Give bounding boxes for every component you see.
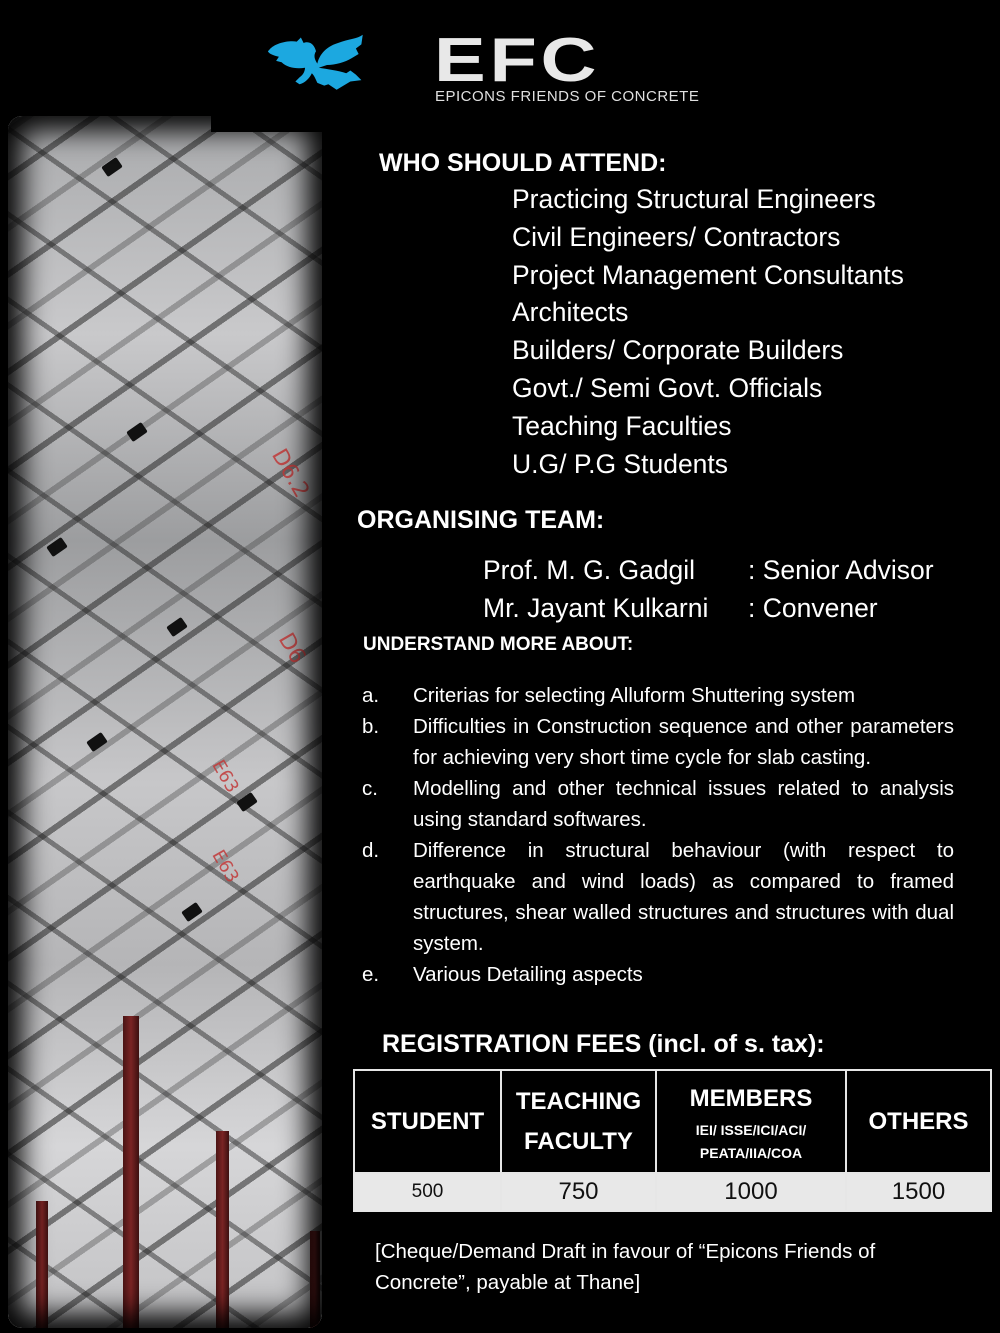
logo-tagline: EPICONS FRIENDS OF CONCRETE — [435, 88, 700, 105]
column-label: TEACHING — [515, 1087, 642, 1115]
organising-team-list — [483, 552, 934, 627]
column-label: FACULTY — [524, 1127, 633, 1155]
fees-value-row — [354, 1173, 991, 1211]
topic-item — [362, 959, 954, 990]
attendee-item: Teaching Faculties — [512, 410, 732, 441]
team-member-role: : Convener — [748, 592, 878, 623]
column-header-others — [846, 1070, 991, 1173]
topic-text: Various Detailing aspects — [413, 963, 643, 986]
understand-more-heading: UNDERSTAND MORE ABOUT: — [363, 634, 634, 655]
logo-header — [211, 0, 867, 132]
topic-item — [362, 835, 954, 959]
topic-item — [362, 711, 954, 773]
photo-vignette — [8, 116, 322, 1328]
team-member — [483, 552, 934, 590]
team-member — [483, 590, 934, 628]
column-sublabel: PEATA/IIA/COA — [699, 1144, 803, 1161]
topic-text: Modelling and other technical issues related to analysis using standard softwares. — [413, 777, 954, 831]
attendee-item: Architects — [512, 297, 629, 328]
photo-marking: E63 — [207, 756, 243, 797]
topic-item — [362, 680, 954, 711]
topic-text: Criterias for selecting Alluform Shuttering system — [413, 684, 856, 707]
topics-list — [362, 680, 954, 990]
attendee-list — [512, 181, 904, 483]
who-should-attend-heading: WHO SHOULD ATTEND: — [379, 149, 667, 177]
column-header-teaching-faculty — [501, 1070, 656, 1173]
fee-student: 500 — [354, 1173, 501, 1211]
topic-text: Difficulties in Construction sequence and other parameters for achieving very short time cycle for slab casting. — [413, 715, 954, 769]
column-label: STUDENT — [370, 1107, 485, 1135]
formwork-photo — [8, 116, 322, 1328]
column-label: OTHERS — [868, 1107, 969, 1135]
attendee-item: Practicing Structural Engineers — [512, 184, 876, 214]
topic-text: Difference in structural behaviour (with respect to earthquake and wind loads) as compared to framed structures, shear walled structures and structures with dual system. — [413, 839, 954, 955]
topic-marker: c. — [362, 777, 378, 800]
topic-marker: d. — [362, 839, 380, 862]
column-header-members — [656, 1070, 846, 1173]
team-member-name: Prof. M. G. Gadgil — [483, 555, 696, 585]
photo-marking: E63 — [207, 846, 243, 887]
payment-note: [Cheque/Demand Draft in favour of “Epicons Friends of Concrete”, payable at Thane] — [375, 1240, 876, 1294]
fee-members: 1000 — [656, 1173, 846, 1211]
organising-team-heading: ORGANISING TEAM: — [357, 506, 605, 534]
column-header-student — [354, 1070, 501, 1173]
team-member-name: Mr. Jayant Kulkarni — [483, 592, 709, 623]
photo-marking: D6 — [272, 628, 311, 669]
attendee-item: Builders/ Corporate Builders — [512, 335, 844, 366]
team-member-role: : Senior Advisor — [748, 555, 934, 585]
attendee-item: Govt./ Semi Govt. Officials — [512, 372, 823, 403]
attendee-item: Project Management Consultants — [512, 259, 904, 290]
fees-header-row — [354, 1070, 991, 1173]
blue-leaf-butterfly-icon — [261, 30, 371, 100]
registration-fees-heading: REGISTRATION FEES (incl. of s. tax): — [382, 1030, 825, 1058]
topic-marker: a. — [362, 684, 380, 707]
topic-marker: b. — [362, 715, 380, 738]
attendee-item: U.G/ P.G Students — [512, 448, 729, 479]
logo-wordmark: EFC — [434, 26, 601, 95]
attendee-item: Civil Engineers/ Contractors — [512, 221, 841, 252]
photo-marking: D6.2 — [266, 444, 314, 503]
topic-item — [362, 773, 954, 835]
topic-marker: e. — [362, 963, 380, 986]
registration-fees-table — [353, 1069, 992, 1212]
column-label: MEMBERS — [689, 1084, 813, 1112]
fee-teaching-faculty: 750 — [501, 1173, 656, 1211]
fee-others: 1500 — [846, 1173, 991, 1211]
column-sublabel: IEI/ ISSE/ICI/ACI/ — [695, 1121, 807, 1138]
